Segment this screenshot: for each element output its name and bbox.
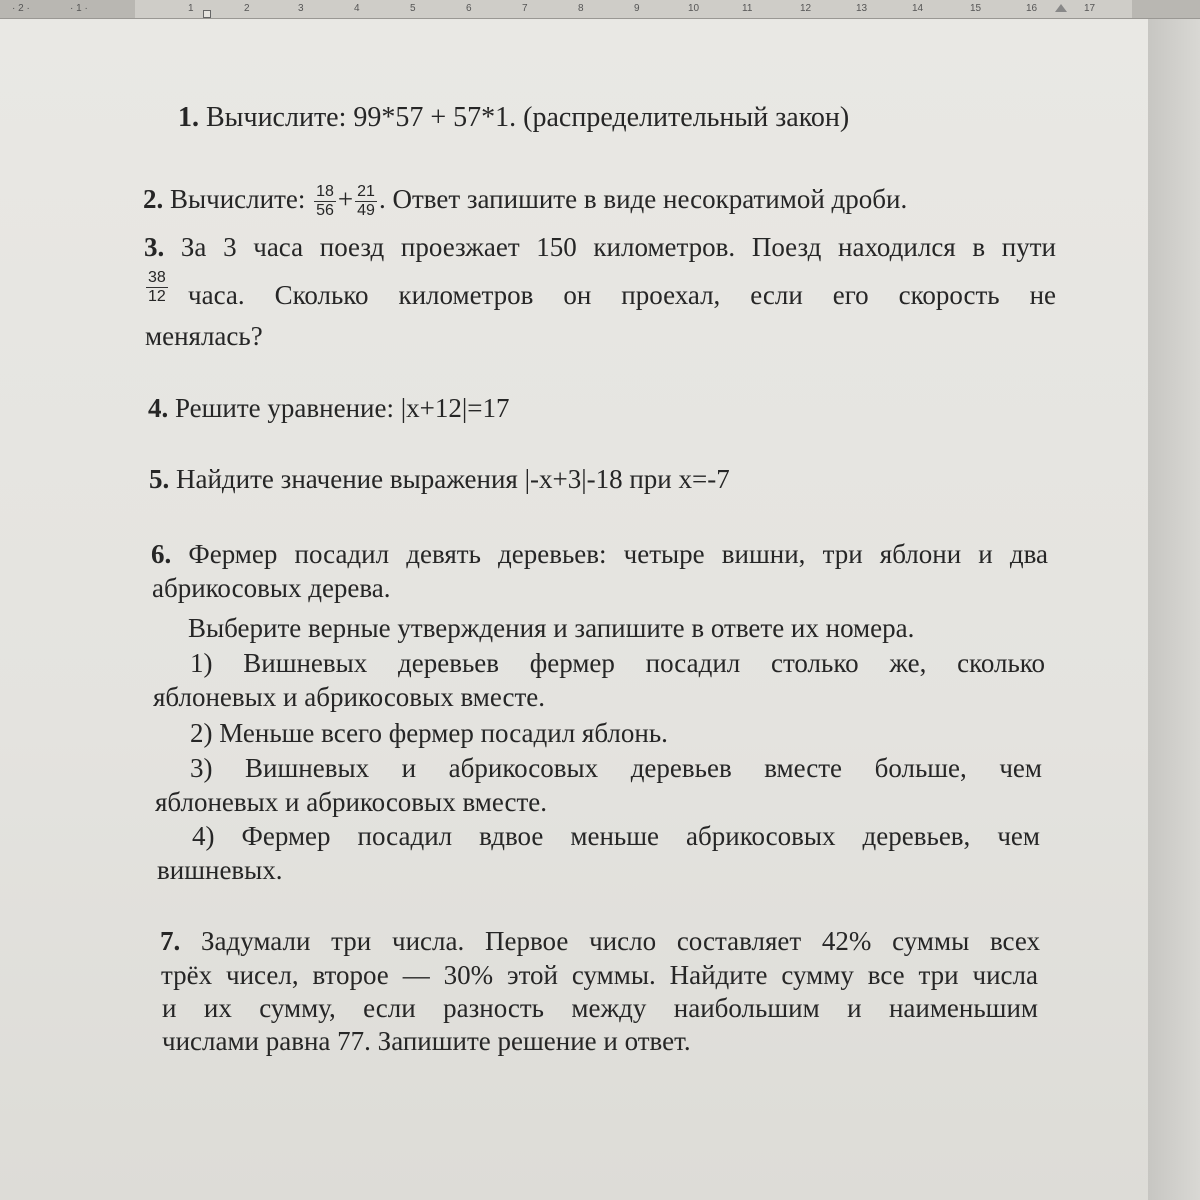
- option-text: 3) Вишневых и абрикосовых деревьев вместе больше, чем: [190, 753, 1042, 783]
- task-text: За 3 часа поезд проезжает 150 километров. Поезд находился в пути: [164, 232, 1056, 262]
- fraction: [314, 183, 336, 220]
- task-4: [148, 391, 509, 425]
- denominator: 56: [316, 202, 334, 220]
- ruler-tick: · 1 ·: [70, 3, 88, 14]
- fraction: [355, 183, 377, 220]
- task-6-option-3-cont: [155, 785, 547, 819]
- ruler-tick: 15: [970, 3, 982, 14]
- task-number: 1.: [178, 102, 199, 133]
- ruler-tick: 14: [912, 3, 924, 14]
- ruler-tick: 16: [1026, 3, 1038, 14]
- numerator: 18: [316, 183, 334, 201]
- task-text: менялась?: [145, 321, 263, 351]
- ruler-tick: 5: [410, 3, 416, 14]
- task-6-option-3: [190, 751, 1042, 785]
- task-5: [149, 462, 730, 496]
- ruler-tick: · 2 ·: [12, 3, 30, 14]
- task-text: Выберите верные утверждения и запишите в ответе их номера.: [188, 613, 915, 643]
- task-text: числами равна 77. Запишите решение и ответ.: [162, 1026, 691, 1056]
- task-3-line-1: [144, 230, 1056, 264]
- task-text: часа. Сколько километров он проехал, если его скорость не: [188, 280, 1056, 310]
- option-text: 2) Меньше всего фермер посадил яблонь.: [190, 718, 668, 748]
- task-text: абрикосовых дерева.: [152, 573, 391, 603]
- option-text: яблоневых и абрикосовых вместе.: [155, 787, 547, 817]
- ruler-tick: 11: [742, 3, 753, 14]
- ruler-tick: 1: [188, 3, 194, 14]
- task-text: Вычислите:: [163, 184, 313, 214]
- task-6-line-2: [152, 571, 391, 605]
- task-7-line-4: [162, 1024, 691, 1058]
- denominator: 12: [148, 288, 166, 306]
- task-3-line-3: [145, 319, 263, 353]
- ruler-tick: 9: [634, 3, 640, 14]
- task-1: [178, 101, 849, 135]
- task-7-line-1: [160, 924, 1040, 958]
- task-text: Фермер посадил девять деревьев: четыре вишни, три яблони и два: [171, 539, 1048, 569]
- ruler-tick: 10: [688, 3, 700, 14]
- ruler-tick: 12: [800, 3, 812, 14]
- task-text: Задумали три числа. Первое число составляет 42% суммы всех: [180, 926, 1040, 956]
- page-right-edge: [1148, 19, 1200, 1200]
- task-text: Найдите значение выражения |-x+3|-18 при x=-7: [169, 464, 730, 494]
- right-indent-marker[interactable]: [1055, 4, 1067, 12]
- task-number: 5.: [149, 464, 170, 494]
- task-3-line-2: [188, 278, 1056, 312]
- task-number: 7.: [160, 926, 181, 956]
- task-6-option-2: [190, 716, 668, 750]
- task-number: 4.: [148, 393, 169, 423]
- numerator: 21: [357, 183, 375, 201]
- ruler-tick: 2: [244, 3, 250, 14]
- ruler-tick: 4: [354, 3, 360, 14]
- task-text: . Ответ запишите в виде несократимой дроби.: [378, 184, 908, 214]
- task-7-line-2: [161, 958, 1038, 992]
- task-2: [143, 182, 907, 220]
- document-page[interactable]: [0, 19, 1148, 1200]
- option-text: 1) Вишневых деревьев фермер посадил столько же, сколько: [190, 648, 1045, 678]
- ruler-tick: 7: [522, 3, 528, 14]
- task-number: 2.: [143, 184, 164, 214]
- ruler-tick: 8: [578, 3, 584, 14]
- task-6-option-4-cont: [157, 853, 283, 887]
- task-number: 6.: [151, 539, 172, 569]
- option-text: 4) Фермер посадил вдвое меньше абрикосовых деревьев, чем: [192, 821, 1040, 851]
- ruler-tick: 17: [1084, 3, 1096, 14]
- task-6-option-1-cont: [153, 680, 545, 714]
- task-text: трёх чисел, второе — 30% этой суммы. Найдите сумму все три числа: [161, 960, 1038, 990]
- fraction: [146, 269, 168, 306]
- task-text: и их сумму, если разность между наибольшим и наименьшим: [162, 993, 1038, 1023]
- option-text: вишневых.: [157, 855, 283, 885]
- task-3-fraction: [144, 268, 170, 306]
- option-text: яблоневых и абрикосовых вместе.: [153, 682, 545, 712]
- task-6-line-1: [151, 537, 1048, 571]
- denominator: 49: [357, 202, 375, 220]
- task-6-intro: [188, 611, 914, 645]
- task-number: 3.: [144, 232, 165, 262]
- task-text: Решите уравнение: |x+12|=17: [168, 393, 510, 423]
- numerator: 38: [148, 269, 166, 287]
- horizontal-ruler[interactable]: [0, 0, 1200, 19]
- task-6-option-4: [192, 819, 1040, 853]
- left-indent-marker[interactable]: [203, 10, 211, 18]
- task-text: Вычислите: 99*57 + 57*1. (распределительный закон): [199, 102, 850, 133]
- task-7-line-3: [162, 991, 1038, 1025]
- ruler-margin-right: [1132, 0, 1200, 18]
- ruler-tick: 6: [466, 3, 472, 14]
- ruler-tick: 13: [856, 3, 868, 14]
- ruler-tick: 3: [298, 3, 304, 14]
- plus-sign: +: [337, 184, 354, 214]
- task-6-option-1: [190, 646, 1045, 680]
